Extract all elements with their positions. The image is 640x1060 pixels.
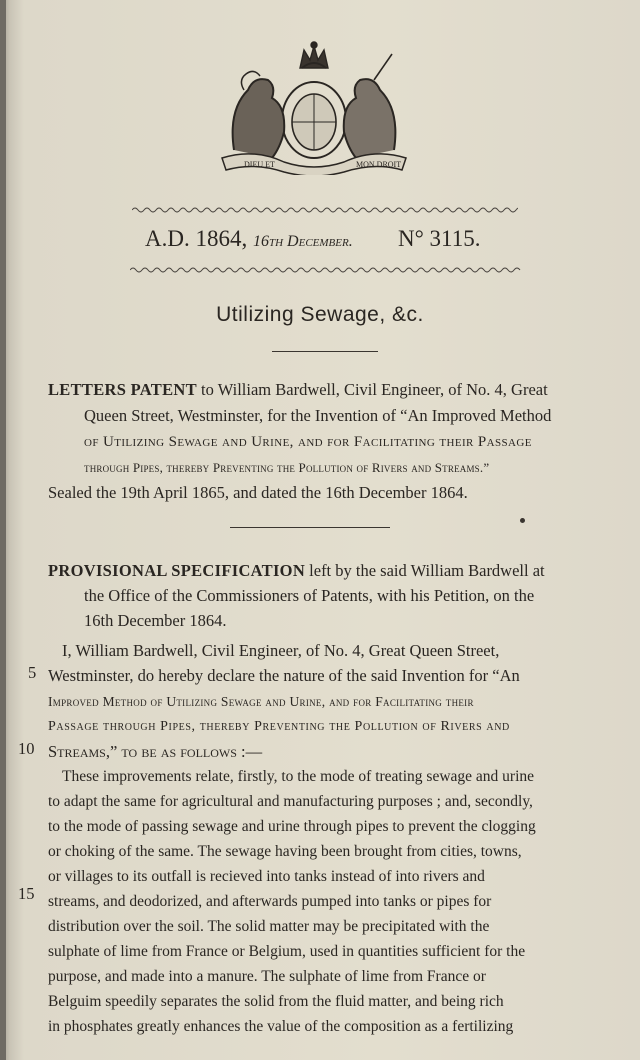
sealed-line: Sealed the 19th April 1865, and dated the 16th December 1864. [48, 483, 468, 502]
provisional-line3: 16th December 1864. [84, 611, 227, 630]
title-divider [272, 351, 378, 352]
body-line-13: sulphate of lime from France or Belgium, used in quantities sufficient for the [48, 943, 526, 960]
letters-patent-text1: to William Bardwell, Civil Engineer, of No. 4, Great [201, 380, 548, 399]
wavy-rule-bottom-icon [130, 266, 522, 274]
body-line-6: These improvements relate, firstly, to the mode of treating sewage and urine [62, 768, 535, 785]
patent-date: 16th December. [252, 233, 353, 250]
patent-number: N° 3115. [398, 226, 481, 251]
body-line-15: Belguim speedily separates the solid from the fluid matter, and being rich [48, 993, 504, 1010]
letters-patent-line2: Queen Street, Westminster, for the Invention of “An Improved Method [84, 406, 552, 425]
letters-patent-line4: through Pipes, thereby Preventing the Pollution of Rivers and Streams.” [84, 460, 490, 475]
wavy-rule-top-icon [132, 206, 518, 214]
provisional-line1 [48, 558, 608, 584]
section-divider [230, 527, 390, 528]
line-number-10: 10 [18, 739, 35, 758]
line-number-5: 5 [28, 663, 37, 682]
body-line-14: purpose, and made into a manure. The sulphate of lime from France or [48, 968, 486, 985]
body-line-2: Westminster, do hereby declare the nature of the said Invention for “An [48, 666, 520, 685]
line-number-15: 15 [18, 884, 35, 903]
body-line-11: streams, and deodorized, and afterwards pumped into tanks or pipes for [48, 893, 492, 910]
body-line-4: Passage through Pipes, thereby Preventing the Pollution of Rivers and [48, 719, 510, 734]
provisional-line2: the Office of the Commissioners of Patents, with his Petition, on the [84, 586, 535, 605]
body-line-8: to the mode of passing sewage and urine through pipes to prevent the clogging [48, 818, 536, 835]
provisional-lead: PROVISIONAL SPECIFICATION [48, 561, 306, 580]
provisional-text1: left by the said William Bardwell at [309, 561, 545, 580]
body-line-1: I, William Bardwell, Civil Engineer, of No. 4, Great Queen Street, [62, 641, 500, 660]
body-line-7: to adapt the same for agricultural and manufacturing purposes ; and, secondly, [48, 793, 533, 810]
motto-left: DIEU ET [244, 160, 275, 169]
letters-patent-line1 [48, 377, 608, 403]
body-line-10: or villages to its outfall is recieved into tanks instead of into rivers and [48, 868, 485, 885]
body-line-5-text: Streams,” to be as follows :— [48, 742, 263, 761]
body-line-12: distribution over the soil. The solid matter may be precipitated with the [48, 918, 490, 935]
patent-year: A.D. 1864, [145, 226, 248, 251]
document-title: Utilizing Sewage, &c. [216, 303, 424, 326]
binding-edge [0, 0, 6, 1060]
body-line-16: in phosphates greatly enhances the value of the composition as a fertilizing [48, 1018, 514, 1035]
motto-right: MON DROIT [356, 160, 402, 169]
royal-crest-icon [214, 40, 414, 175]
letters-patent-line3: of Utilizing Sewage and Urine, and for Facilitating their Passage [84, 434, 532, 450]
body-line-3: Improved Method of Utilizing Sewage and Urine, and for Facilitating their [48, 694, 474, 709]
ink-dot [520, 518, 525, 523]
body-line-9: or choking of the same. The sewage having been brought from cities, towns, [48, 843, 522, 860]
body-line-5 [48, 739, 604, 765]
letters-patent-lead: LETTERS PATENT [48, 380, 197, 399]
